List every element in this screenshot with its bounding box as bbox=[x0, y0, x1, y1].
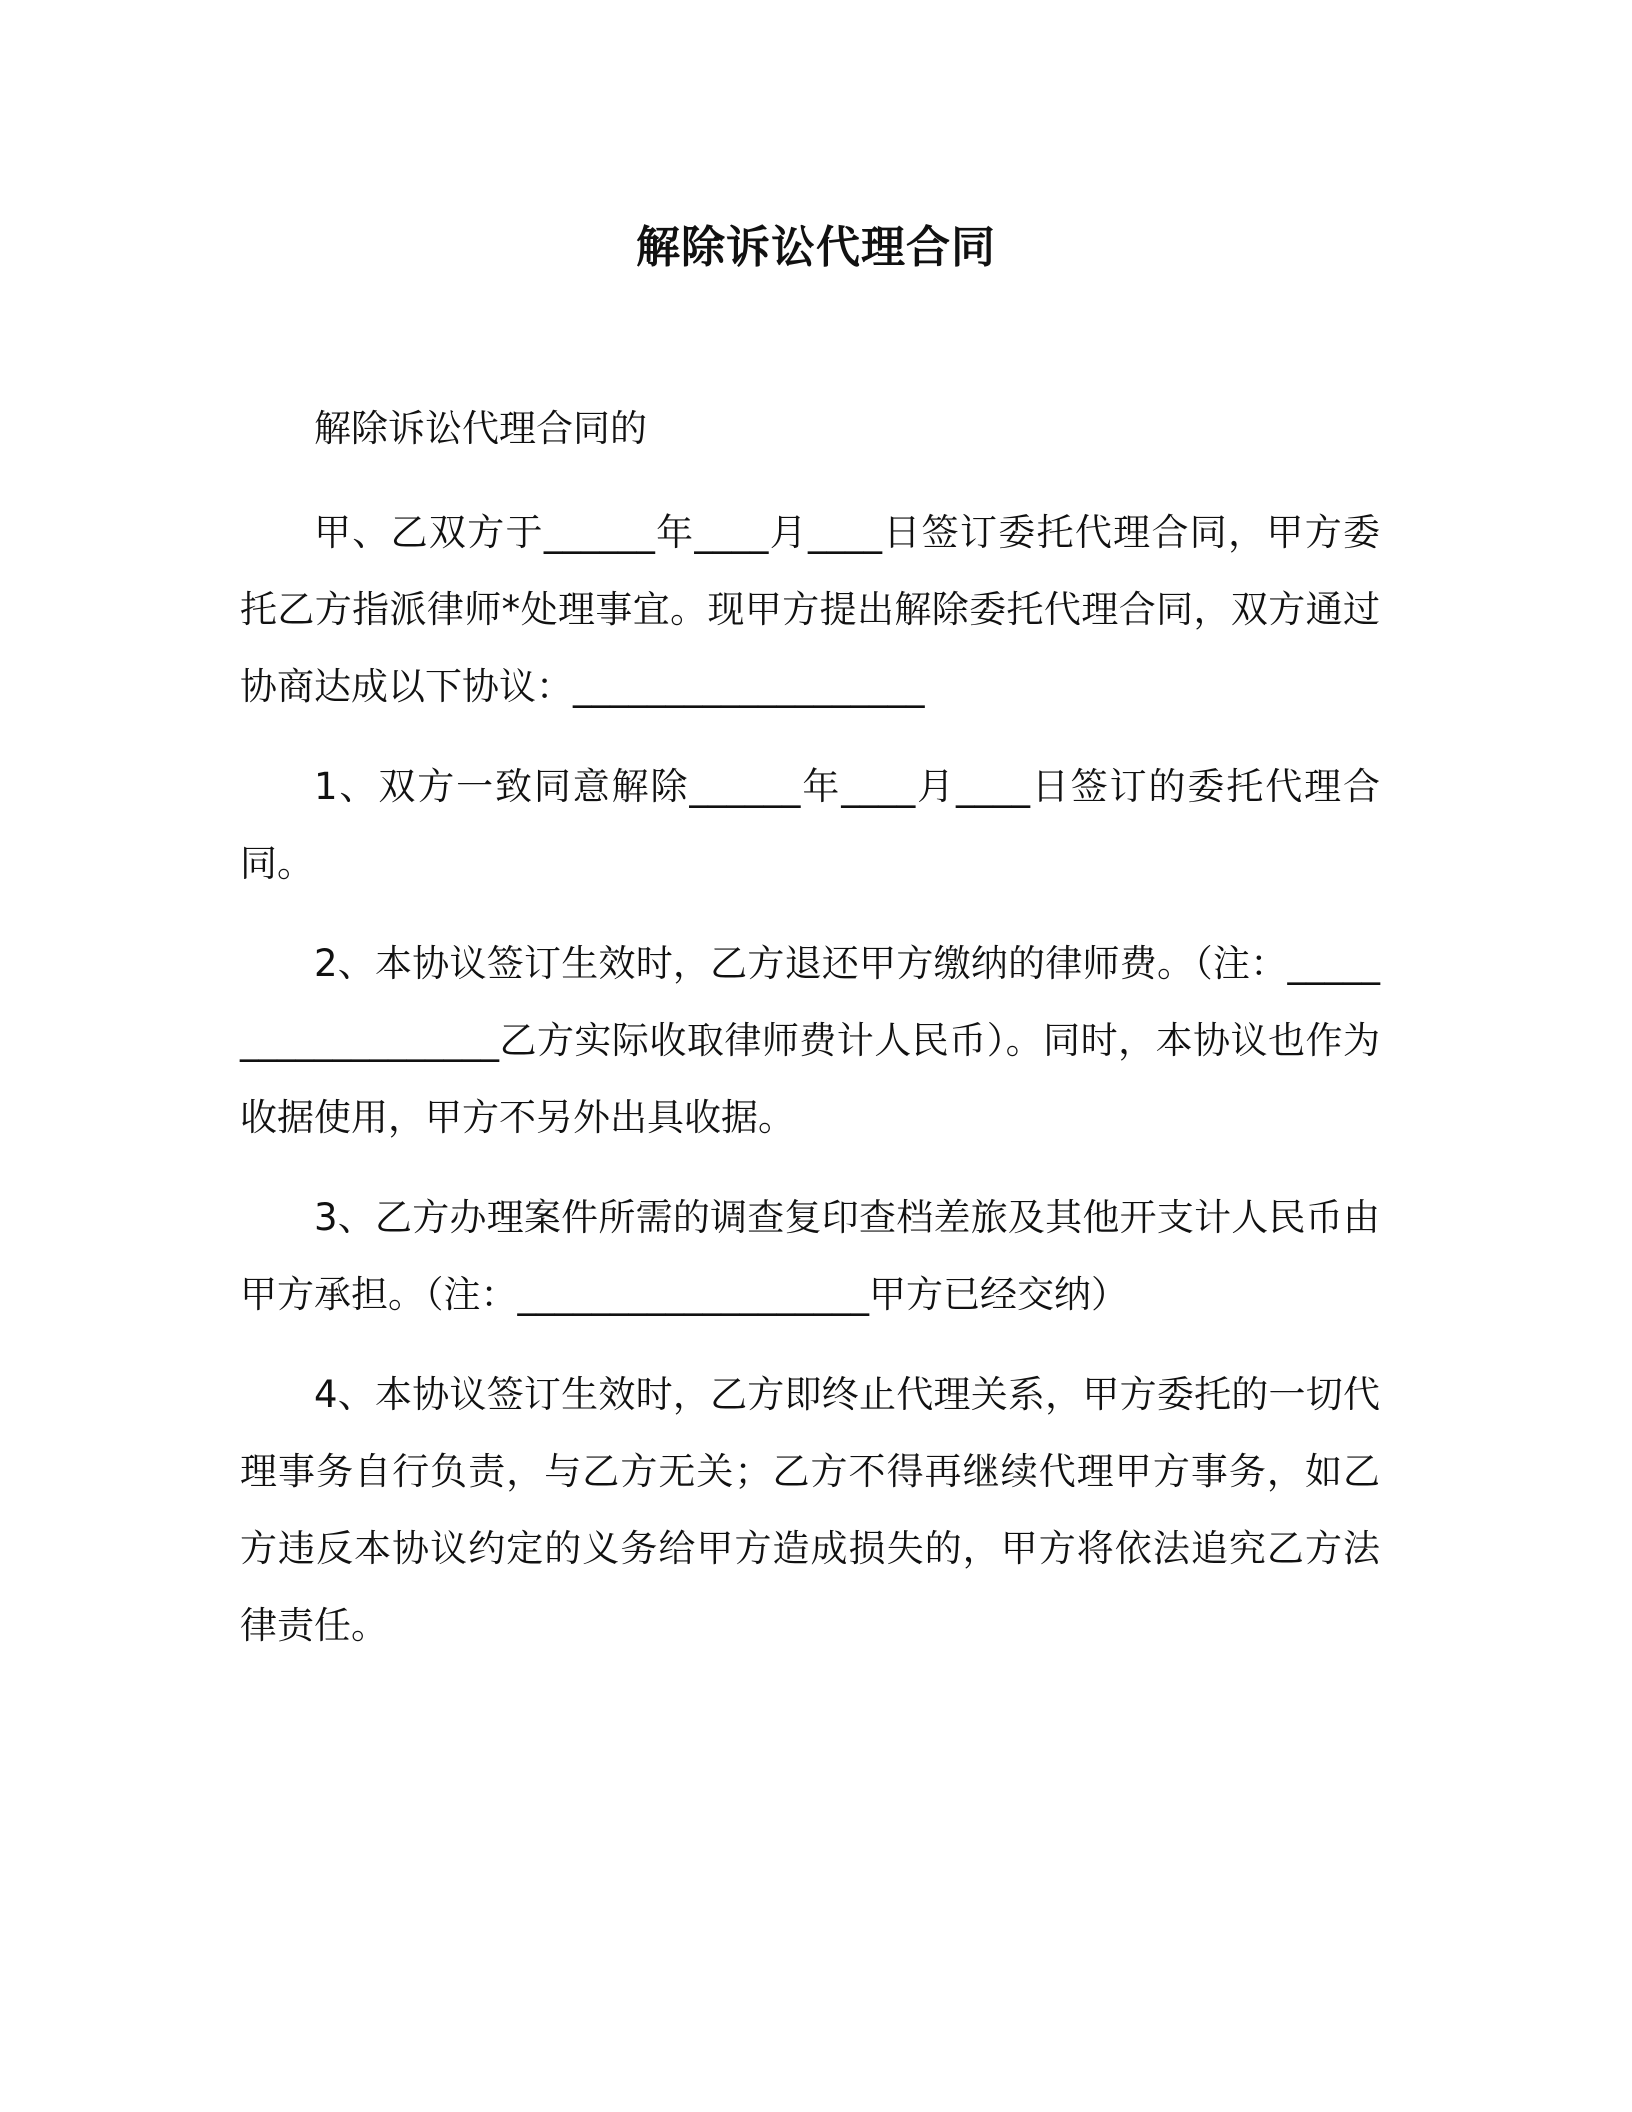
paragraph-clause-3: 3、乙方办理案件所需的调查复印查档差旅及其他开支计人民币由甲方承担。（注：___________________甲方已经交纳） bbox=[240, 1196, 1380, 1316]
paragraph-clause-4: 4、本协议签订生效时，乙方即终止代理关系，甲方委托的一切代理事务自行负责，与乙方无关；乙方不得再继续代理甲方事务，如乙方违反本协议约定的义务给甲方造成损失的，甲方将依法追究乙方法律责任。 bbox=[240, 1373, 1380, 1647]
paragraph-clause-1: 1、双方一致同意解除______年____月____日签订的委托代理合同。 bbox=[240, 765, 1380, 885]
document-title: 解除诉讼代理合同 bbox=[636, 222, 996, 273]
document-body bbox=[240, 390, 1380, 1687]
paragraph-intro: 甲、乙双方于______年____月____日签订委托代理合同，甲方委托乙方指派律师*处理事宜。现甲方提出解除委托代理合同，双方通过协商达成以下协议：___________________ bbox=[240, 511, 1380, 708]
paragraph-subtitle: 解除诉讼代理合同的 bbox=[314, 407, 647, 450]
paragraph-clause-2: 2、本协议签订生效时，乙方退还甲方缴纳的律师费。（注：___________________乙方实际收取律师费计人民币）。同时，本协议也作为收据使用，甲方不另外出具收据。 bbox=[240, 942, 1380, 1139]
